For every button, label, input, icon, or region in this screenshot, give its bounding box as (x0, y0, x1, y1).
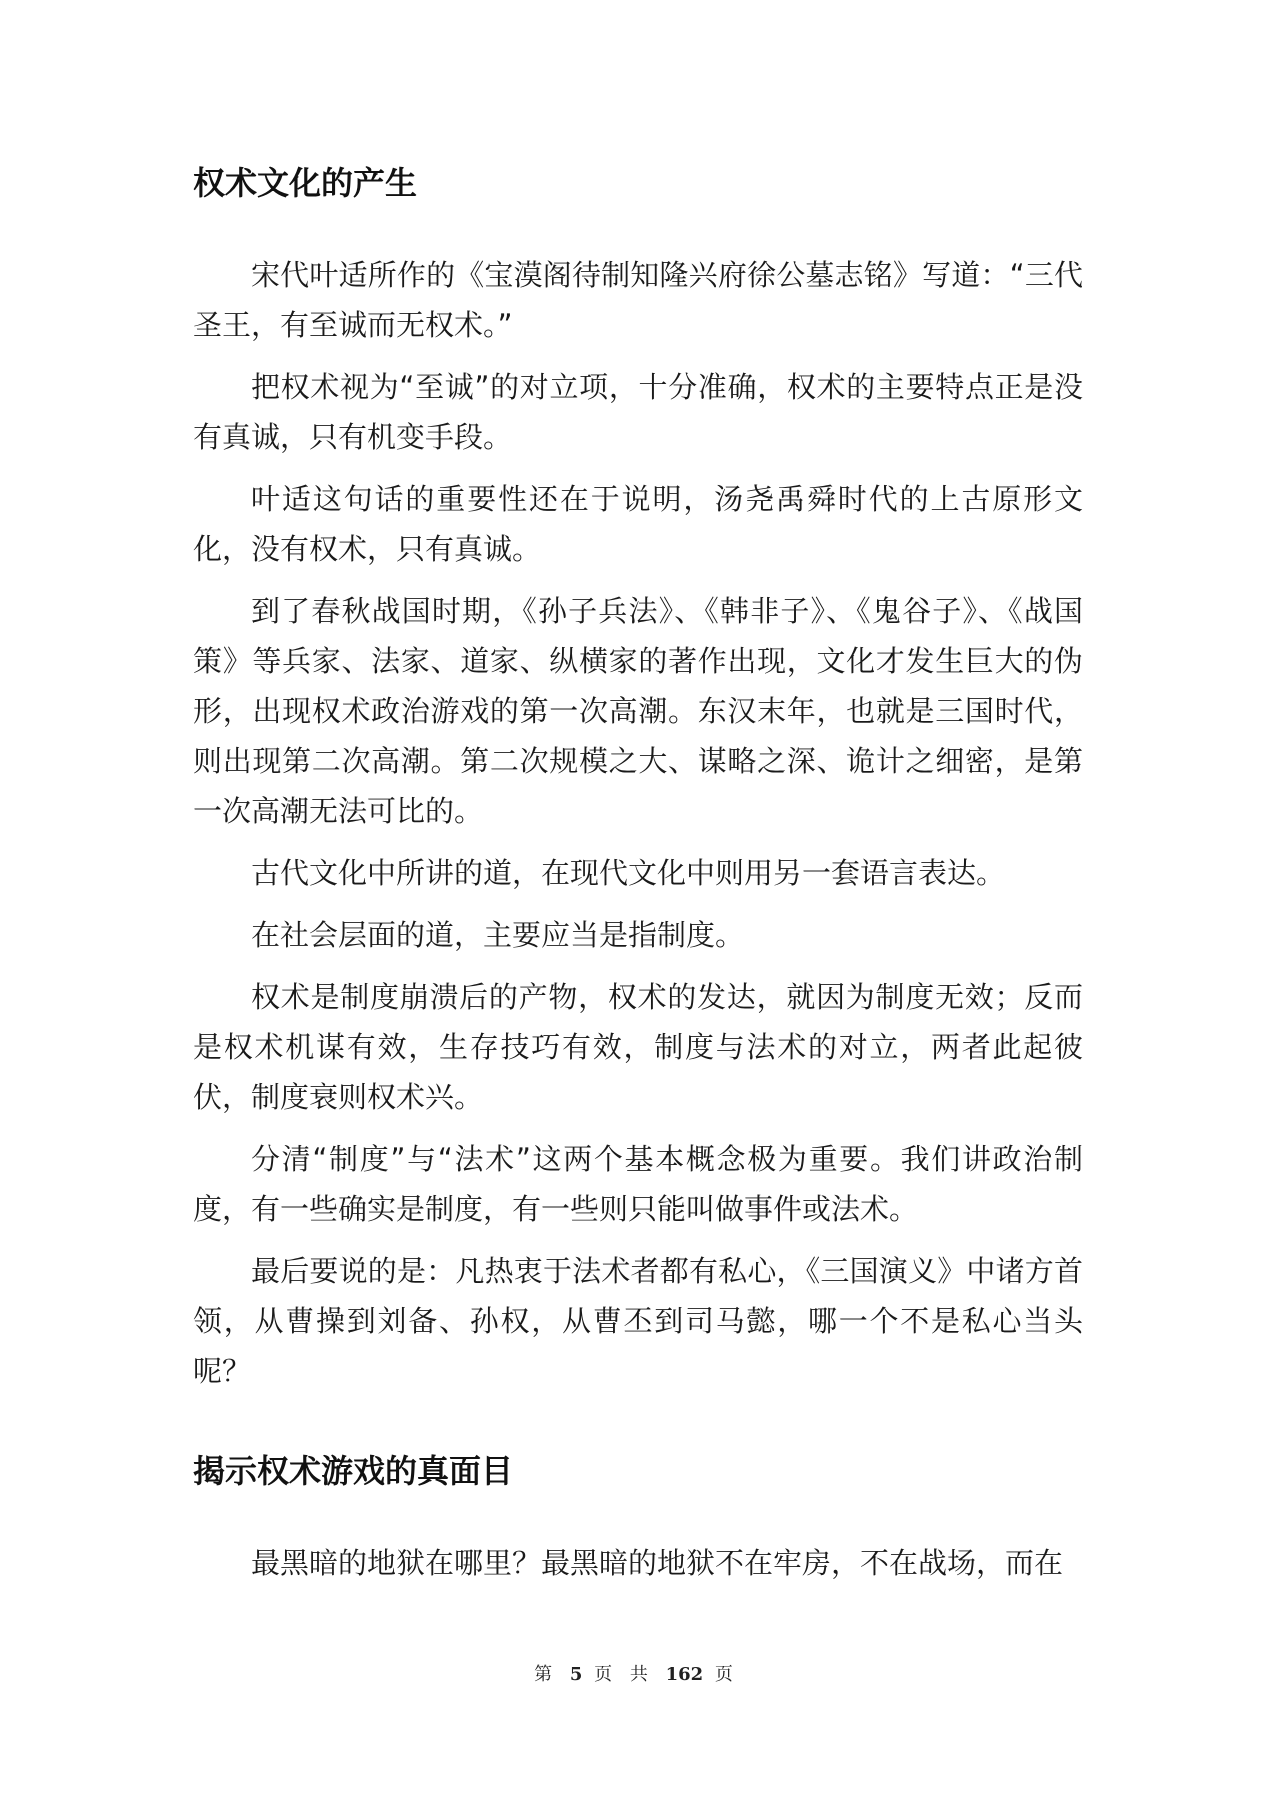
section-heading-2: 揭示权术游戏的真面目 (193, 1452, 514, 1490)
paragraph: 到了春秋战国时期，《孙子兵法》、《韩非子》、《鬼谷子》、《战国策》等兵家、法家、道家、纵横家的著作出现，文化才发生巨大的伪形，出现权术政治游戏的第一次高潮。东汉末年，也就是三国时代，则出现第二次高潮。第二次规模之大、谋略之深、诡计之细密，是第一次高潮无法可比的。 (193, 594, 1083, 828)
paragraph: 权术是制度崩溃后的产物，权术的发达，就因为制度无效；反而是权术机谋有效，生存技巧有效，制度与法术的对立，两者此起彼伏，制度衰则权术兴。 (193, 980, 1083, 1114)
paragraph: 最后要说的是：凡热衷于法术者都有私心，《三国演义》中诸方首领，从曹操到刘备、孙权，从曹丕到司马懿，哪一个不是私心当头呢？ (193, 1254, 1083, 1388)
footer-suffix: 页 (714, 1664, 739, 1685)
footer-middle: 页 共 (594, 1664, 654, 1685)
page-content (193, 160, 1083, 1600)
paragraph: 叶适这句话的重要性还在于说明，汤尧禹舜时代的上古原形文化，没有权术，只有真诚。 (193, 482, 1083, 566)
page-footer (0, 1660, 1273, 1686)
paragraph: 把权术视为“至诚”的对立项，十分准确，权术的主要特点正是没有真诚，只有机变手段。 (193, 370, 1083, 454)
paragraph: 在社会层面的道，主要应当是指制度。 (251, 918, 745, 952)
paragraph: 古代文化中所讲的道，在现代文化中则用另一套语言表达。 (251, 856, 1006, 890)
paragraph: 宋代叶适所作的《宝漠阁待制知隆兴府徐公墓志铭》写道：“三代圣王，有至诚而无权术。” (193, 258, 1083, 342)
section-heading-1: 权术文化的产生 (193, 164, 418, 202)
paragraph: 分清“制度”与“法术”这两个基本概念极为重要。我们讲政治制度，有一些确实是制度，有一些则只能叫做事件或法术。 (193, 1142, 1083, 1226)
footer-page-number: 5 (569, 1664, 583, 1685)
footer-total-pages: 162 (665, 1664, 704, 1685)
footer-prefix: 第 (534, 1664, 559, 1685)
paragraph: 最黑暗的地狱在哪里？最黑暗的地狱不在牢房，不在战场，而在 (251, 1546, 1064, 1580)
